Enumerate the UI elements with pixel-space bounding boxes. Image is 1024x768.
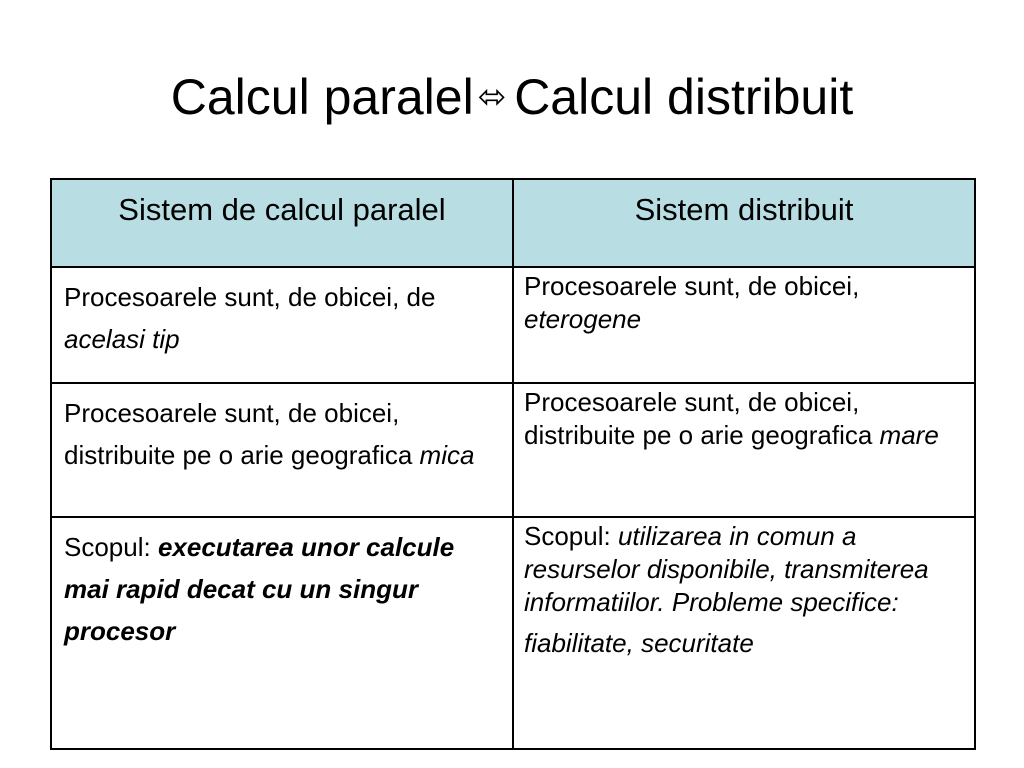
title-left: Calcul paralel (170, 69, 474, 125)
cell-geography-parallel (51, 383, 513, 517)
cell-text: Procesoarele sunt, de obicei, distribuite pe o arie geografica (524, 387, 880, 450)
cell-text: Procesoarele sunt, de obicei, (524, 271, 860, 301)
cell-emphasis-continued: fiabilitate, securitate (524, 628, 754, 658)
table-row (51, 383, 975, 517)
double-arrow-icon: ⬄ (477, 77, 507, 117)
cell-emphasis: mare (879, 420, 939, 450)
slide-title (0, 62, 1024, 132)
cell-geography-distributed (513, 383, 975, 517)
cell-processor-type-distributed (513, 267, 975, 383)
cell-emphasis: acelasi tip (64, 324, 180, 354)
cell-text: Procesoarele sunt, de obicei, distribuite pe o arie geografica (64, 398, 420, 470)
cell-processor-type-parallel (51, 267, 513, 383)
header-parallel-system: Sistem de calcul paralel (51, 179, 513, 267)
cell-text: Scopul: (524, 521, 618, 551)
table-row (51, 267, 975, 383)
table-header-row (51, 179, 975, 267)
comparison-table (50, 178, 976, 750)
cell-text: Procesoarele sunt, de obicei, de (64, 282, 436, 312)
cell-text: Scopul: (64, 532, 158, 562)
cell-emphasis: eterogene (524, 304, 642, 334)
table-row (51, 517, 975, 749)
title-right: Calcul distribuit (514, 69, 854, 125)
cell-purpose-distributed (513, 517, 975, 749)
header-distributed-system: Sistem distribuit (513, 179, 975, 267)
cell-emphasis: mica (419, 440, 475, 470)
cell-emphasis: utilizarea in comun a resurselor disponibile, transmiterea informatiilor. Probleme specifice: (524, 521, 929, 617)
cell-purpose-parallel (51, 517, 513, 749)
cell-emphasis: executarea unor calcule mai rapid decat cu un singur procesor (64, 532, 455, 646)
